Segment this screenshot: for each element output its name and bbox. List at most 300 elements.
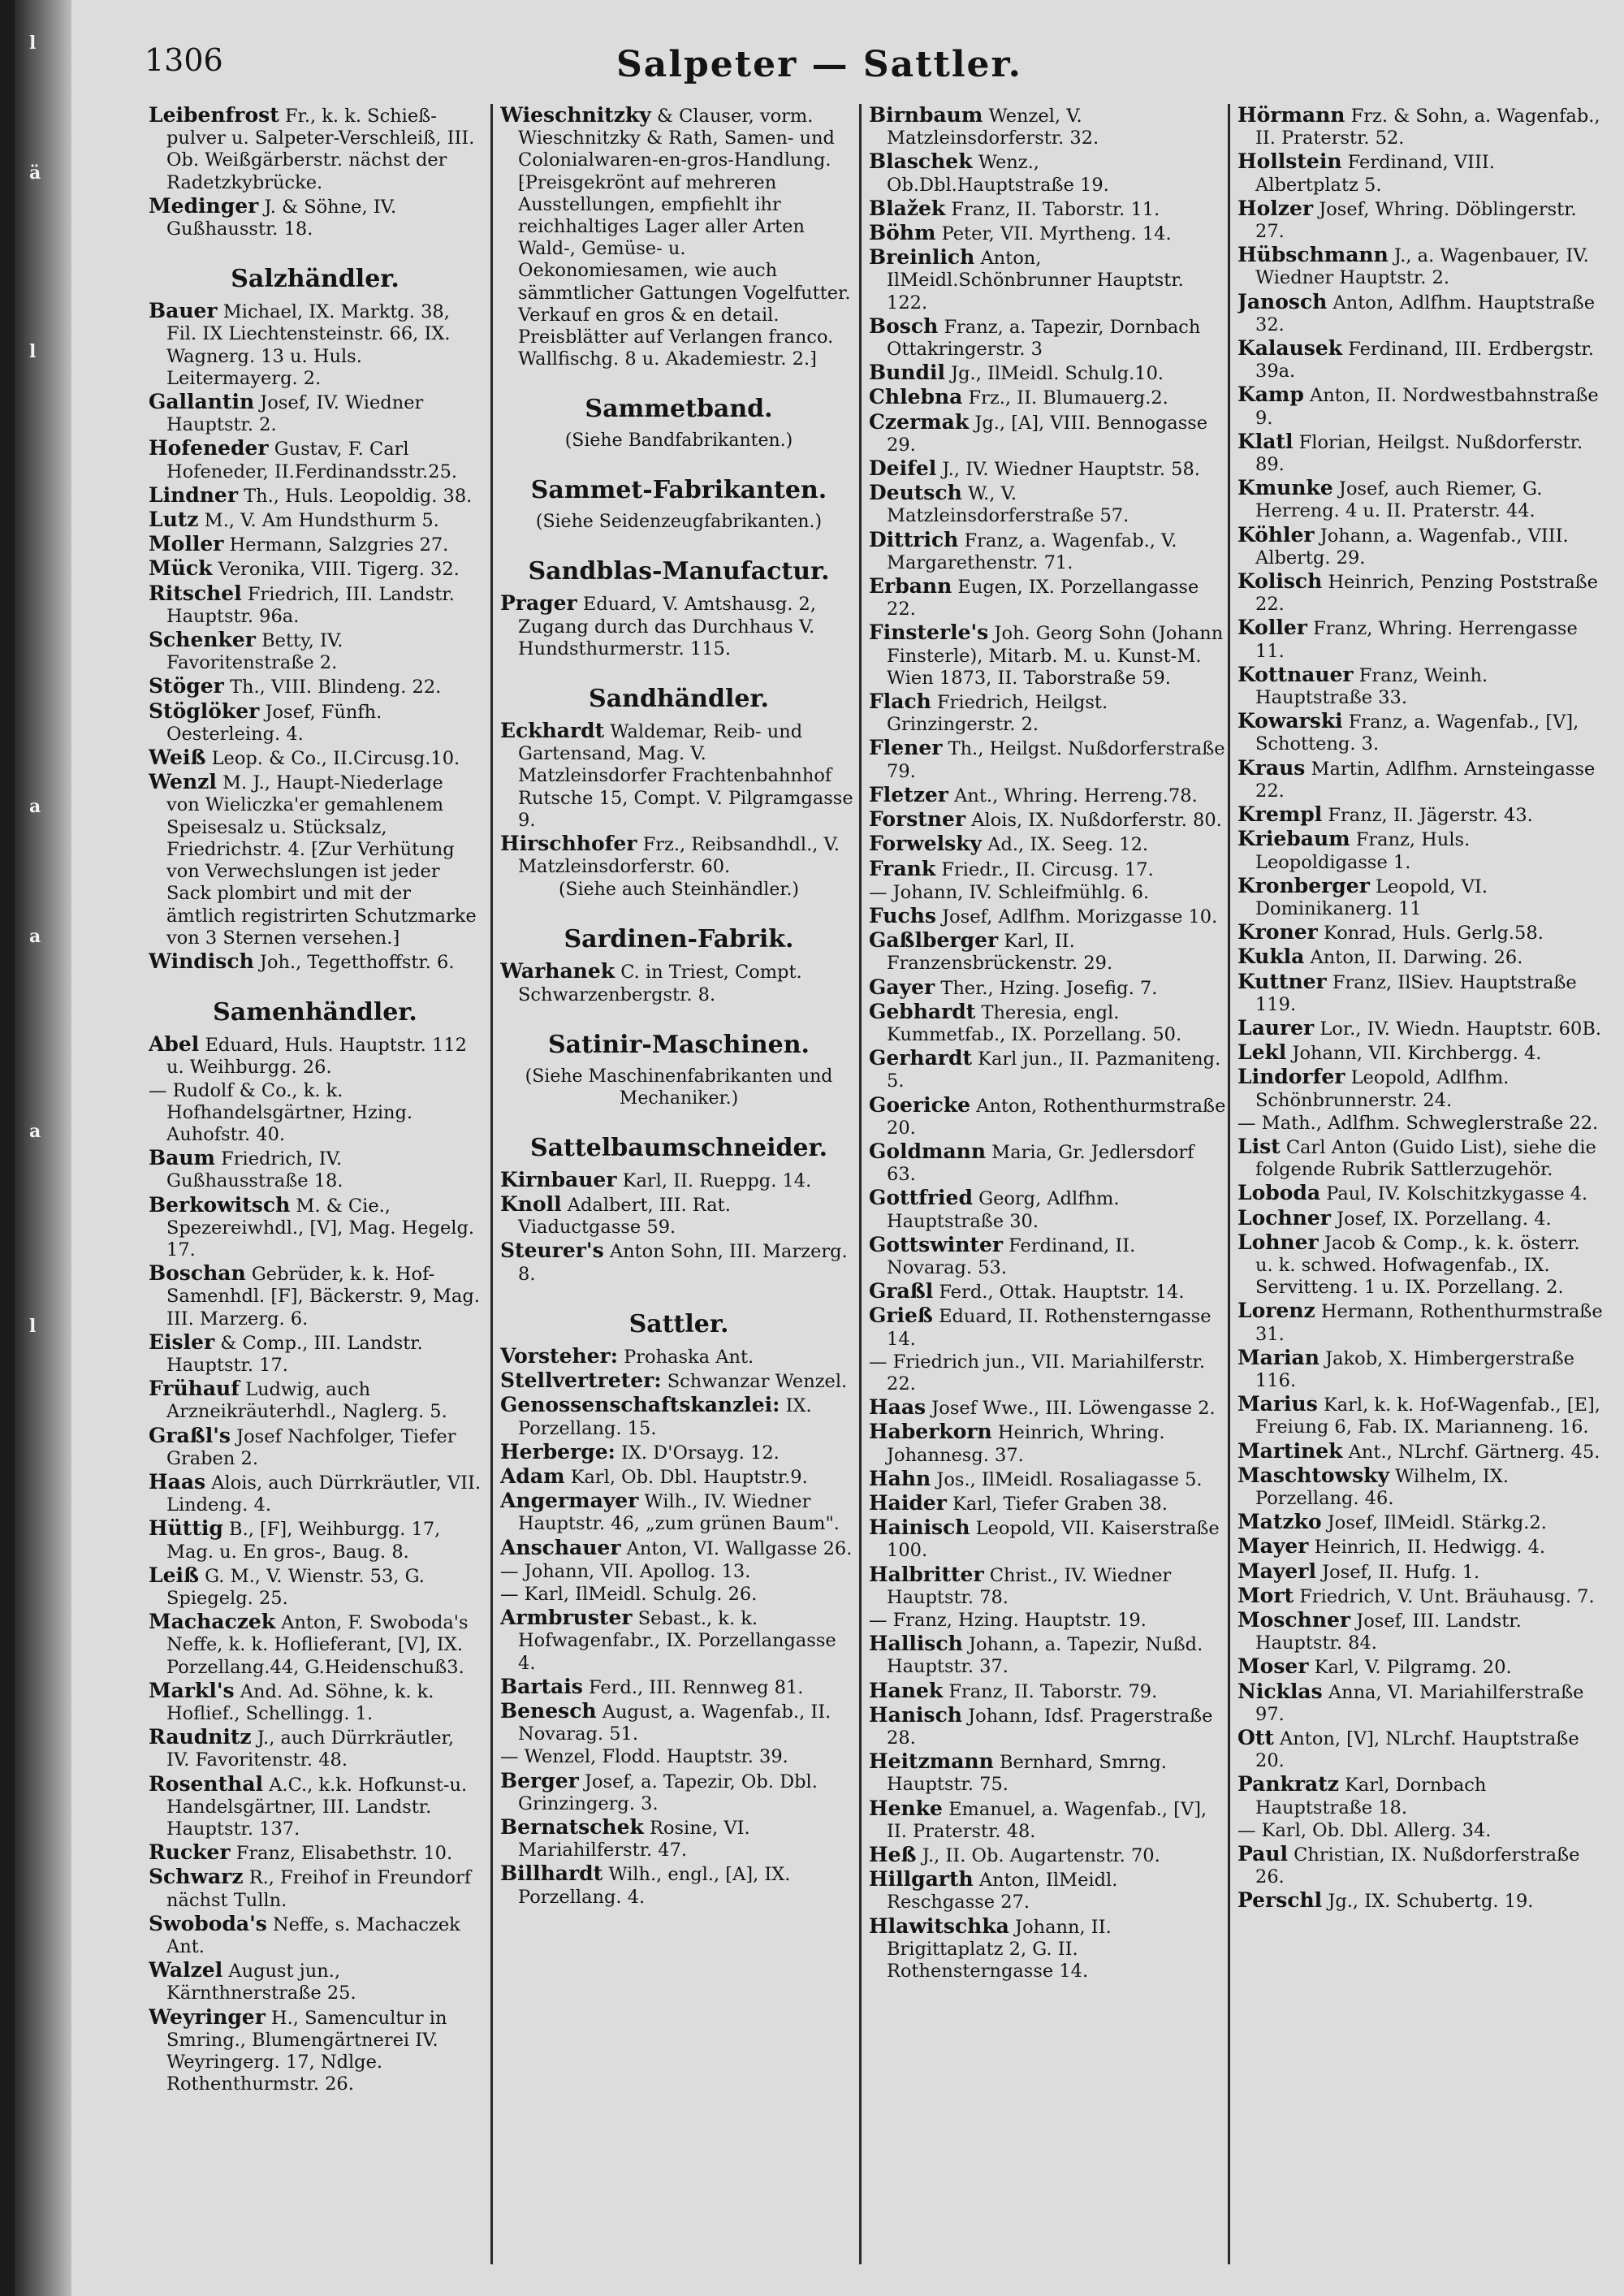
entry-name: Hirschhofer [500, 832, 637, 856]
entry-text: Wilhelm, IX. Porzellang. 46. [1255, 1465, 1509, 1509]
entry-text: — Rudolf & Co., k. k. Hofhandelsgärtner, Hzing. Auhofstr. 40. [149, 1079, 413, 1145]
entry-text: Ant., Whring. Herreng.78. [954, 785, 1198, 806]
entry-text: Anton, [V], NLrchf. Hauptstraße 20. [1255, 1728, 1579, 1772]
entry-text: Friedr., II. Circusg. 17. [941, 858, 1154, 880]
entry-name: Adam [500, 1464, 565, 1488]
directory-entry [869, 482, 1226, 527]
directory-entry [869, 1868, 1226, 1913]
directory-entry [500, 1169, 857, 1192]
directory-entry [1237, 1820, 1603, 1842]
directory-entry [149, 1517, 482, 1563]
entry-name: Boschan [149, 1261, 246, 1286]
entry-text: Ferd., III. Rennweg 81. [588, 1676, 804, 1698]
section-heading: Sammet-Fabrikanten. [530, 476, 827, 505]
entry-name: Marius [1237, 1392, 1318, 1416]
directory-entry [869, 905, 1226, 928]
entry-name: Mayerl [1237, 1559, 1316, 1583]
directory-entry [869, 386, 1226, 409]
entry-name: Bosch [869, 313, 939, 338]
directory-entry [149, 700, 482, 746]
entry-text: J. & Söhne, IV. Gußhausstr. 18. [166, 196, 397, 240]
entry-text: Anton, Adlfhm. Hauptstraße 32. [1255, 292, 1596, 335]
entry-text: Bernhard, Smrng. Hauptstr. 75. [887, 1752, 1167, 1796]
entry-text: Franz, Whring. Herrengasse 11. [1255, 618, 1578, 662]
page-header [15, 0, 1624, 89]
spine-mark: a [29, 796, 41, 817]
entry-name: Ritschel [149, 581, 242, 605]
entry-name: Böhm [869, 221, 936, 245]
directory-entry [869, 929, 1226, 975]
entry-name: Benesch [500, 1698, 597, 1723]
entry-name: Steurer's [500, 1239, 604, 1263]
directory-entry [1237, 875, 1603, 920]
directory-entry [1237, 430, 1603, 476]
directory-entry [869, 976, 1226, 1000]
entry-name: Kraus [1237, 755, 1306, 780]
column-rule [859, 104, 862, 2264]
directory-entry [500, 592, 857, 660]
directory-entry [500, 1441, 857, 1464]
entry-name: Krempl [1237, 802, 1323, 827]
entry-name: Loboda [1237, 1181, 1321, 1205]
entry-name: Kriebaum [1237, 827, 1350, 851]
entry-text: & Clauser, vorm. Wieschnitzky & Rath, Samen- und Colonialwaren-en-gros-Handlung. ⁅Preisgekrönt auf mehreren Ausstellungen, empfiehlt ihr reichhaltiges Lager aller Arten Wald-, Gemüse- u. Oekonomiesamen, wie auch sämmtlicher Gattungen Vogelfutter. Verkauf en gros & en detail. Preisblätter auf Verlangen franco. Wallfischg. 8 u. Akademiestr. 2.⁆ [518, 106, 851, 370]
directory-entry [1237, 104, 1603, 149]
directory-entry [869, 197, 1226, 221]
entry-text: Frz. & Sohn, a. Wagenfab., II. Praterstr. 52. [1255, 106, 1600, 149]
directory-entry [500, 1862, 857, 1908]
entry-text: Josef, II. Hufg. 1. [1322, 1561, 1480, 1583]
directory-entry [869, 1396, 1226, 1420]
entry-text: Leop. & Co., II.Circusg.10. [211, 748, 460, 770]
entry-text: Franz, a. Wagenfab., V. Margarethenstr. 71. [887, 530, 1177, 573]
entry-text: Anton, IlMeidl. Reschgasse 27. [887, 1870, 1118, 1913]
entry-text: Anton, IlMeidl.Schönbrunner Hauptstr. 122. [887, 248, 1184, 313]
directory-entry [1237, 337, 1603, 383]
entry-name: Hanek [869, 1678, 944, 1702]
entry-name: Haberkorn [869, 1420, 992, 1444]
entry-name: Baum [149, 1146, 215, 1170]
entry-text: Frz., Reibsandhdl., V. Matzleinsdorferstr. 60. [518, 834, 840, 878]
entry-text: Eugen, IX. Porzellangasse 22. [887, 577, 1199, 620]
section-heading: Sammetband. [585, 395, 773, 424]
entry-name: Birnbaum [869, 104, 983, 127]
entry-text: Georg, Adlfhm. Hauptstraße 30. [887, 1188, 1120, 1232]
entry-name: Mort [1237, 1583, 1294, 1607]
entry-name: Goericke [869, 1092, 971, 1117]
entry-text: Josef, IX. Porzellang. 4. [1337, 1208, 1552, 1230]
directory-entry [149, 1866, 482, 1911]
directory-entry [1237, 945, 1603, 969]
directory-entry [869, 1234, 1226, 1279]
entry-name: Vorsteher: [500, 1343, 618, 1368]
cross-reference-note: (Siehe Seidenzeugfabrikanten.) [535, 512, 823, 533]
entry-name: Hanisch [869, 1702, 962, 1727]
entry-text: Ludwig, auch Arzneikräuterhdl., Naglerg. 5. [166, 1379, 447, 1423]
entry-text: Friedrich, Heilgst. Grinzingerstr. 2. [887, 692, 1108, 736]
entry-text: Jos., IlMeidl. Rosaliagasse 5. [936, 1468, 1203, 1490]
directory-entry [869, 411, 1226, 456]
entry-text: Maria, Gr. Jedlersdorf 63. [887, 1141, 1194, 1186]
directory-entry [500, 1770, 857, 1815]
directory-entry [500, 104, 857, 370]
entry-name: Schwarz [149, 1865, 244, 1889]
directory-entry [500, 1606, 857, 1675]
entry-name: Gebhardt [869, 999, 976, 1023]
directory-entry [149, 391, 482, 436]
directory-entry [1237, 1041, 1603, 1065]
directory-entry [869, 1047, 1226, 1092]
directory-entry [869, 1610, 1226, 1632]
directory-page [15, 0, 1624, 2296]
directory-entry [1237, 1440, 1603, 1464]
entry-text: C. in Triest, Compt. Schwarzenbergstr. 8. [518, 962, 802, 1005]
directory-entry [500, 1816, 857, 1861]
entry-name: Fuchs [869, 903, 936, 927]
directory-entry [869, 361, 1226, 385]
entry-text: Alois, IX. Nußdorferstr. 80. [971, 810, 1222, 832]
entry-text: Emanuel, a. Wagenfab., [V], II. Praterstr. 48. [887, 1798, 1207, 1842]
entry-name: Erbann [869, 574, 952, 599]
entry-text: Josef, IlMeidl. Stärkg.2. [1327, 1512, 1547, 1534]
entry-name: Hollstein [1237, 149, 1342, 174]
column-1 [149, 104, 482, 2289]
entry-text: J., IV. Wiedner Hauptstr. 58. [942, 459, 1200, 481]
directory-entry [869, 1351, 1226, 1395]
entry-text: — Johann, VII. Apollog. 13. [500, 1560, 751, 1582]
directory-entry [149, 2006, 482, 2096]
directory-entry [149, 1425, 482, 1470]
entry-name: Breinlich [869, 245, 975, 270]
entry-text: — Franz, Hzing. Hauptstr. 19. [869, 1610, 1147, 1631]
directory-entry [500, 720, 857, 832]
directory-entry [1237, 1560, 1603, 1584]
directory-entry [869, 1187, 1226, 1232]
directory-entry [1237, 803, 1603, 827]
cross-reference-note: (Siehe Maschinenfabrikanten und Mechaniker.) [525, 1066, 833, 1109]
entry-name: Lutz [149, 508, 199, 532]
section-heading: Sandblas-Manufactur. [528, 557, 830, 586]
directory-entry [1237, 1299, 1603, 1345]
directory-entry [869, 1563, 1226, 1609]
entry-text: Paul, IV. Kolschitzkygasse 4. [1326, 1183, 1588, 1205]
entry-text: Karl, Tiefer Graben 38. [952, 1493, 1168, 1515]
book-spine-edge [15, 0, 71, 2296]
column-rule [490, 104, 493, 2264]
entry-name: Leiß [149, 1563, 199, 1587]
entry-name: Stöglöker [149, 698, 260, 723]
entry-name: Paul [1237, 1842, 1288, 1866]
entry-name: Koller [1237, 616, 1307, 640]
entry-name: Grieß [869, 1304, 933, 1328]
entry-name: Frank [869, 856, 936, 880]
entry-text: Friedrich, IV. Gußhausstraße 18. [166, 1148, 343, 1192]
entry-text: Friedrich, III. Landstr. Hauptstr. 96a. [166, 583, 455, 627]
section-heading: Sattler. [628, 1309, 729, 1338]
directory-entry [1237, 197, 1603, 243]
entry-name: Chlebna [869, 385, 963, 409]
entry-name: Gaßlberger [869, 928, 999, 953]
directory-entry [500, 1746, 857, 1768]
directory-entry [149, 1262, 482, 1330]
entry-text: Franz, IlSiev. Hauptstraße 119. [1255, 971, 1577, 1015]
entry-name: Flach [869, 690, 931, 714]
entry-text: Ad., IX. Seeg. 12. [987, 834, 1149, 856]
directory-entry [869, 858, 1226, 881]
entry-name: Moser [1237, 1654, 1309, 1679]
entry-text: — Karl, Ob. Dbl. Allerg. 34. [1237, 1819, 1492, 1841]
entry-text: Franz, Huls. Leopoldigasse 1. [1255, 829, 1471, 873]
entry-text: Martin, Adlfhm. Arnsteingasse 22. [1255, 758, 1596, 802]
entry-name: Forstner [869, 807, 966, 832]
entry-text: Josef, a. Tapezir, Ob. Dbl. Grinzingerg. 3. [518, 1771, 818, 1814]
entry-text: Heinrich, Penzing Poststraße 22. [1255, 572, 1598, 616]
entry-name: Forwelsky [869, 832, 983, 856]
directory-entry [869, 529, 1226, 574]
entry-name: Kalausek [1237, 336, 1343, 361]
entry-name: Lorenz [1237, 1299, 1315, 1323]
directory-entry [869, 457, 1226, 481]
entry-text: Friedrich, V. Unt. Bräuhausg. 7. [1299, 1585, 1595, 1607]
directory-entry [869, 1844, 1226, 1867]
entry-name: Perschl [1237, 1888, 1323, 1913]
entry-text: Veronika, VIII. Tigerg. 32. [218, 559, 460, 581]
directory-entry [1237, 570, 1603, 616]
directory-entry [1237, 150, 1603, 196]
directory-entry [149, 1564, 482, 1610]
cross-reference-note: (Siehe auch Steinhändler.) [558, 880, 800, 901]
entry-text: Johann, VII. Kirchbergg. 4. [1292, 1043, 1542, 1065]
entry-name: Eisler [149, 1330, 215, 1354]
entry-text: M. & Cie., Spezereiwhdl., [V], Mag. Hegelg. 17. [166, 1195, 475, 1260]
directory-entry [149, 1841, 482, 1865]
entry-text: R., Freihof in Freundorf nächst Tulln. [166, 1867, 472, 1911]
entry-text: Konrad, Huls. Gerlg.58. [1323, 923, 1544, 945]
entry-name: Windisch [149, 949, 254, 973]
entry-text: Th., Huls. Leopoldig. 38. [244, 485, 473, 507]
entry-text: August, a. Wagenfab., II. Novarag. 51. [518, 1701, 831, 1745]
directory-entry [869, 1750, 1226, 1796]
directory-entry [1237, 710, 1603, 755]
entry-text: Ferdinand, II. Novarag. 53. [887, 1234, 1136, 1278]
entry-text: Theresia, engl. Kummetfab., IX. Porzellang. 50. [887, 1001, 1182, 1045]
spine-mark: l [29, 32, 37, 54]
entry-name: Knoll [500, 1192, 562, 1217]
directory-entry [149, 1147, 482, 1192]
entry-name: Angermayer [500, 1489, 639, 1513]
directory-entry [869, 575, 1226, 620]
directory-entry [1237, 757, 1603, 802]
directory-entry [869, 1516, 1226, 1562]
directory-entry [149, 629, 482, 674]
directory-entry [869, 150, 1226, 196]
cross-reference-note: (Siehe Bandfabrikanten.) [564, 430, 793, 452]
entry-text: A.C., k.k. Hofkunst-u. Handelsgärtner, III. Landstr. Hauptstr. 137. [166, 1774, 468, 1840]
entry-name: Schenker [149, 628, 256, 652]
entry-name: Kuttner [1237, 969, 1327, 993]
entry-text: Franz, II. Taborstr. 11. [951, 198, 1160, 220]
directory-entry [149, 1080, 482, 1147]
entry-text: Anton, II. Nordwestbahnstraße 9. [1255, 385, 1599, 429]
entry-text: Jakob, X. Himbergerstraße 116. [1255, 1347, 1574, 1391]
directory-entry [1237, 828, 1603, 873]
entry-text: Anna, VI. Mariahilferstraße 97. [1255, 1681, 1584, 1725]
directory-entry [1237, 1135, 1603, 1181]
entry-name: Hallisch [869, 1632, 963, 1656]
directory-entry [149, 508, 482, 532]
directory-entry [869, 784, 1226, 807]
entry-name: Armbruster [500, 1606, 633, 1630]
directory-entry [149, 1471, 482, 1516]
entry-name: Rosenthal [149, 1771, 264, 1796]
entry-name: Goldmann [869, 1139, 987, 1163]
directory-entry [149, 1033, 482, 1079]
entry-text: Sebast., k. k. Hofwagenfabr., IX. Porzellangasse 4. [518, 1608, 836, 1674]
entry-name: Nicklas [1237, 1679, 1323, 1703]
directory-entry [1237, 971, 1603, 1016]
directory-entry [149, 950, 482, 974]
entry-name: Raudnitz [149, 1725, 252, 1749]
entry-name: Lochner [1237, 1205, 1331, 1230]
entry-name: Berger [500, 1768, 579, 1792]
directory-entry [149, 1331, 482, 1377]
entry-name: Frühauf [149, 1377, 240, 1401]
directory-entry [149, 1913, 482, 1958]
entry-text: J., II. Ob. Augartenstr. 70. [922, 1845, 1160, 1867]
entry-name: Heitzmann [869, 1749, 994, 1774]
entry-name: Blažek [869, 196, 946, 220]
entry-name: Weiß [149, 746, 206, 770]
entry-name: Gallantin [149, 390, 255, 414]
entry-text: Waldemar, Reib- und Gartensand, Mag. V. Matzleinsdorfer Frachtenbahnhof Rutsche 15, Compt. V. Pilgramgasse 9. [518, 721, 853, 831]
entry-text: Jg., IlMeidl. Schulg.10. [951, 363, 1164, 385]
directory-entry [1237, 1727, 1603, 1772]
section-heading: Sardinen-Fabrik. [564, 925, 794, 954]
entry-name: Abel [149, 1032, 200, 1057]
entry-text: Wenz., Ob.Dbl.Hauptstraße 19. [887, 152, 1109, 196]
entry-name: Finsterle's [869, 620, 989, 645]
entry-name: Gerhardt [869, 1046, 973, 1070]
entry-text: Josef, III. Landstr. Hauptstr. 84. [1255, 1611, 1522, 1654]
entry-name: Billhardt [500, 1861, 603, 1886]
entry-text: H., Samencultur in Smring., Blumengärtnerei IV. Weyringerg. 17, Ndlge. Rothenthurmstr. 26. [166, 2007, 447, 2095]
entry-name: Moller [149, 532, 224, 556]
entry-name: Bernatschek [500, 1814, 644, 1839]
directory-entry [869, 1492, 1226, 1516]
entry-name: Fletzer [869, 782, 948, 806]
entry-name: Weyringer [149, 2004, 266, 2029]
entry-text: Johann, a. Tapezir, Nußd. Hauptstr. 37. [887, 1634, 1203, 1678]
entry-text: Christian, IX. Nußdorferstraße 26. [1255, 1844, 1580, 1888]
entry-name: Leibenfrost [149, 104, 279, 127]
directory-entry [1237, 921, 1603, 945]
directory-entry [149, 104, 482, 194]
directory-entry [149, 1773, 482, 1841]
section-heading: Sattelbaumschneider. [529, 1133, 828, 1162]
column-2 [500, 104, 857, 2289]
directory-entry [869, 1140, 1226, 1186]
entry-text: Ther., Hzing. Josefig. 7. [940, 977, 1158, 999]
spine-mark: a [29, 926, 41, 947]
entry-text: M., V. Am Hundsthurm 5. [204, 510, 439, 532]
entry-name: Matzko [1237, 1510, 1322, 1534]
entry-text: J., a. Wagenbauer, IV. Wiedner Hauptstr. 2. [1255, 245, 1589, 289]
entry-text: Frz., II. Blumauerg.2. [968, 387, 1168, 409]
entry-name: Henke [869, 1796, 943, 1820]
entry-text: W., V. Matzleinsdorferstraße 57. [887, 483, 1129, 527]
entry-text: Fr., k. k. Schieß-pulver u. Salpeter-Verschleiß, III. Ob. Weißgärberstr. nächst der Radetzkybrücke. [166, 106, 475, 193]
entry-name: Czermak [869, 409, 970, 434]
entry-name: Rucker [149, 1840, 231, 1865]
directory-entry [149, 300, 482, 390]
entry-name: Marian [1237, 1345, 1320, 1369]
directory-entry [149, 1726, 482, 1771]
entry-text: Josef, Fünfh. Oesterleing. 4. [166, 701, 382, 745]
directory-entry [149, 1959, 482, 2004]
entry-name: Hahn [869, 1466, 931, 1490]
directory-entry [869, 246, 1226, 314]
entry-text: Alois, auch Dürrkräutler, VII. Lindeng. 4. [166, 1472, 482, 1516]
directory-entry [500, 1369, 857, 1393]
entry-name: Bartais [500, 1674, 583, 1698]
directory-entry [1237, 1113, 1603, 1135]
entry-text: — Karl, IlMeidl. Schulg. 26. [500, 1583, 758, 1605]
entry-text: — Friedrich jun., VII. Mariahilferstr. 22. [869, 1351, 1205, 1394]
directory-entry [149, 1377, 482, 1423]
entry-text: Josef Wwe., III. Löwengasse 2. [931, 1398, 1216, 1420]
directory-entry [149, 771, 482, 949]
entry-name: Hillgarth [869, 1867, 974, 1892]
entry-text: Johann, Idsf. Pragerstraße 28. [887, 1705, 1213, 1749]
entry-text: Gebrüder, k. k. Hof-Samenhdl. [F], Bäckerstr. 9, Mag. III. Marzerg. 6. [166, 1264, 480, 1330]
entry-text: Franz, II. Taborstr. 79. [948, 1680, 1158, 1702]
entry-text: Ant., NLrchf. Gärtnerg. 45. [1348, 1441, 1600, 1463]
directory-entry [1237, 1017, 1603, 1040]
column-rule [1228, 104, 1230, 2264]
entry-name: Anschauer [500, 1535, 621, 1559]
entry-name: Kottnauer [1237, 662, 1354, 686]
directory-entry [869, 1632, 1226, 1678]
entry-name: Blaschek [869, 149, 973, 174]
directory-entry [149, 582, 482, 628]
directory-entry [869, 1680, 1226, 1703]
directory-entry [1237, 524, 1603, 569]
entry-text: Joh. Georg Sohn (Johann Finsterle), Mitarb. M. u. Kunst-M. Wien 1873, II. Taborstraße 59. [887, 623, 1224, 689]
entry-text: Betty, IV. Favoritenstraße 2. [166, 630, 343, 674]
entry-text: Anton, F. Swoboda's Neffe, k. k. Hoflieferant, [V], IX. Porzellang.44, G.Heidenschuß3. [166, 1612, 469, 1678]
directory-entry [500, 1700, 857, 1745]
entry-text: Anton, VI. Wallgasse 26. [626, 1537, 853, 1559]
entry-text: Karl, Dornbach Hauptstraße 18. [1255, 1775, 1487, 1818]
directory-entry [869, 1420, 1226, 1466]
entry-text: Carl Anton (Guido List), siehe die folgende Rubrik Sattlerzugehör. [1255, 1136, 1596, 1181]
entry-text: Franz, Weinh. Hauptstraße 33. [1255, 664, 1488, 709]
entry-name: Kolisch [1237, 569, 1323, 594]
entry-text: Neffe, s. Machaczek Ant. [166, 1913, 460, 1958]
column-3 [869, 104, 1226, 2289]
directory-entry [1237, 1889, 1603, 1913]
entry-text: And. Ad. Söhne, k. k. Hoflief., Schellingg. 1. [166, 1680, 434, 1724]
entry-name: Halbritter [869, 1562, 984, 1586]
entry-name: Laurer [1237, 1015, 1315, 1040]
directory-entry [149, 675, 482, 698]
entry-text: Eduard, V. Amtshausg. 2, Zugang durch das Durchhaus V. Hundsthurmerstr. 115. [518, 594, 816, 659]
directory-entry [1237, 1231, 1603, 1299]
directory-entry [869, 1704, 1226, 1749]
directory-entry [869, 690, 1226, 736]
directory-entry [149, 1680, 482, 1725]
entry-text: Wilh., engl., [A], IX. Porzellang. 4. [518, 1864, 791, 1908]
